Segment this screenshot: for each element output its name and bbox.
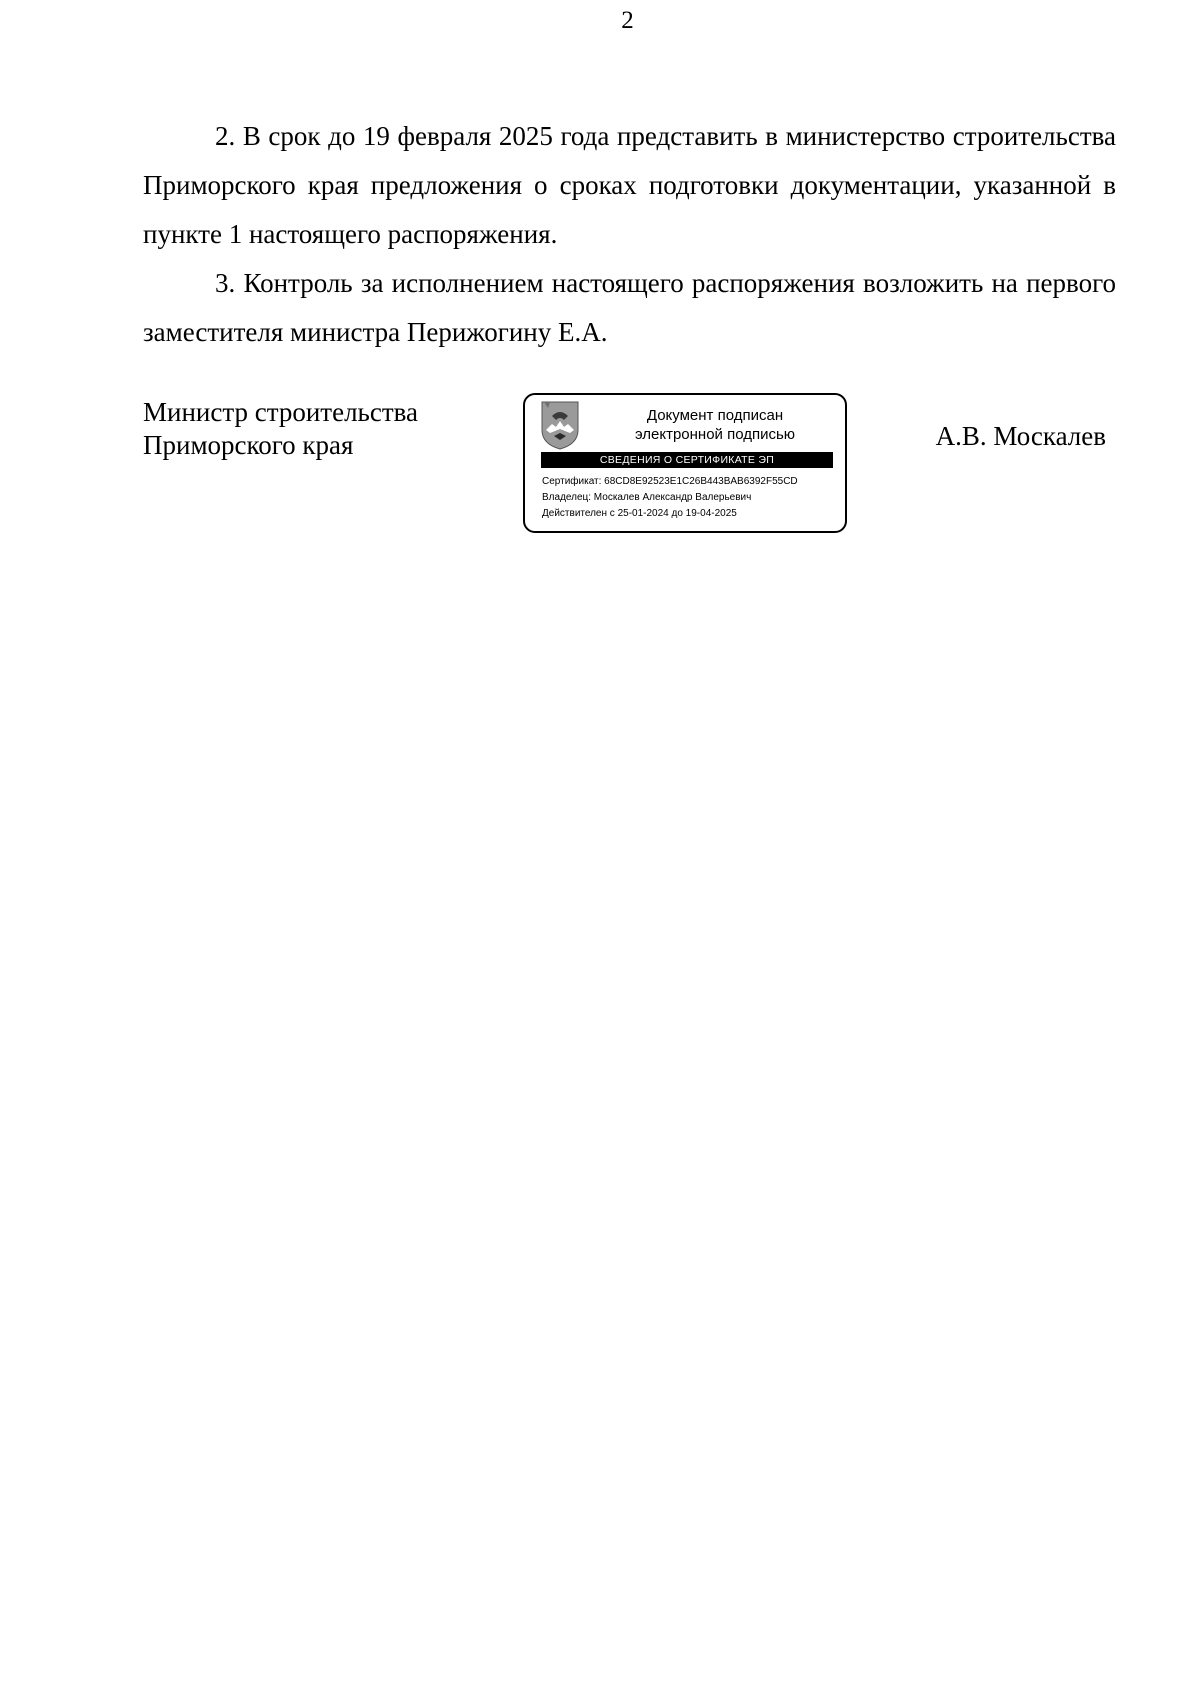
paragraph-2: 2. В срок до 19 февраля 2025 года представить в министерство строительства Приморского края предложения о сроках подготовки документации, указанной в пункте 1 настоящего распоряжения. (143, 121, 1116, 249)
stamp-title-line1: Документ подписан (646, 407, 784, 424)
signer-position-line2: Приморского края (143, 430, 354, 460)
certificate-validity: Действителен с 25-01-2024 до 19-04-2025 (542, 508, 737, 519)
certificate-owner: Владелец: Москалев Александр Валерьевич (542, 492, 752, 503)
stamp-title-line2: электронной подписью (634, 426, 796, 443)
certificate-info-bar: СВЕДЕНИЯ О СЕРТИФИКАТЕ ЭП (541, 452, 833, 468)
signer-name: А.В. Москалев (935, 421, 1106, 451)
electronic-signature-stamp (523, 393, 847, 533)
signature-block (143, 393, 1116, 543)
certificate-details (542, 474, 798, 522)
signer-position (143, 396, 418, 462)
document-body (143, 112, 1116, 357)
page-number: 2 (621, 7, 634, 34)
signer-position-line1: Министр строительства (143, 397, 419, 427)
paragraph-3: 3. Контроль за исполнением настоящего распоряжения возложить на первого заместителя министра Перижогину Е.А. (143, 268, 1116, 347)
coat-of-arms-icon (540, 400, 580, 450)
certificate-number: Сертификат: 68CD8E92523E1C26B443BAB6392F55CD (542, 476, 798, 487)
stamp-title (595, 406, 835, 444)
